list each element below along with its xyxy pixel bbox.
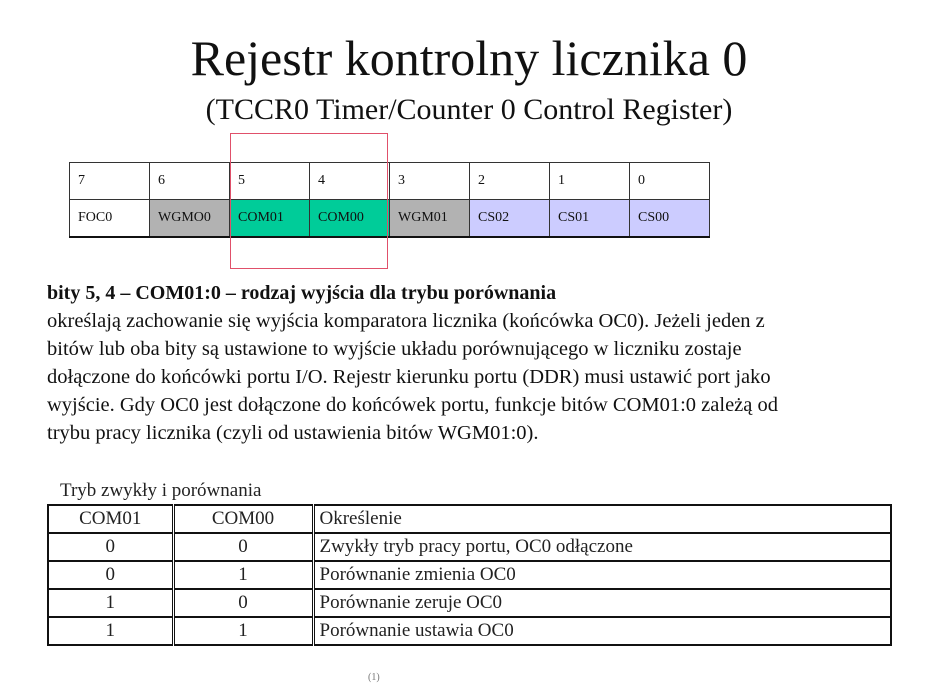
modes-table-header-row	[48, 505, 891, 533]
register-bit-numbers-row	[70, 163, 710, 200]
paragraph-line: dołączone do końcówki portu I/O. Rejestr kierunku portu (DDR) musi ustawić port jako	[47, 366, 771, 388]
bit-number-2: 2	[470, 163, 550, 200]
cell-description: Porównanie zmienia OC0	[313, 561, 891, 589]
bit-number-6: 6	[150, 163, 230, 200]
header-com00: COM00	[173, 505, 313, 533]
bit-name-wgmo0: WGMO0	[150, 200, 230, 237]
cell-com00: 1	[173, 561, 313, 589]
bit-name-com01: COM01	[230, 200, 310, 237]
cell-com00: 0	[173, 533, 313, 561]
bit-name-cs01: CS01	[550, 200, 630, 237]
table-row	[48, 533, 891, 561]
bit-number-1: 1	[550, 163, 630, 200]
bit-number-5: 5	[230, 163, 310, 200]
header-com01: COM01	[48, 505, 173, 533]
paragraph-line: trybu pracy licznika (czyli od ustawienia bitów WGM01:0).	[47, 422, 539, 444]
bit-name-cs02: CS02	[470, 200, 550, 237]
bit-number-0: 0	[630, 163, 710, 200]
bit-name-wgm01: WGM01	[390, 200, 470, 237]
paragraph-line: bitów lub oba bity są ustawione to wyjście układu porównującego w liczniku zostaje	[47, 338, 742, 360]
footer-mark: (1)	[368, 672, 380, 683]
cell-description: Porównanie zeruje OC0	[313, 589, 891, 617]
cell-description: Zwykły tryb pracy portu, OC0 odłączone	[313, 533, 891, 561]
cell-com01: 0	[48, 561, 173, 589]
cell-com01: 1	[48, 589, 173, 617]
header-description: Określenie	[313, 505, 891, 533]
cell-com00: 0	[173, 589, 313, 617]
register-bit-names-row	[70, 200, 710, 237]
cell-com01: 1	[48, 617, 173, 645]
cell-com01: 0	[48, 533, 173, 561]
bit-name-cs00: CS00	[630, 200, 710, 237]
table-row	[48, 561, 891, 589]
cell-description: Porównanie ustawia OC0	[313, 617, 891, 645]
bit-name-com00: COM00	[310, 200, 390, 237]
bit-number-7: 7	[70, 163, 150, 200]
bit-number-3: 3	[390, 163, 470, 200]
paragraph-line: określają zachowanie się wyjścia komparatora licznika (końcówka OC0). Jeżeli jeden z	[47, 310, 765, 332]
modes-table	[47, 504, 892, 646]
cell-com00: 1	[173, 617, 313, 645]
table-row	[48, 617, 891, 645]
register-table	[69, 162, 710, 238]
bit-number-4: 4	[310, 163, 390, 200]
slide-subtitle: (TCCR0 Timer/Counter 0 Control Register)	[205, 93, 733, 126]
slide-title: Rejestr kontrolny licznika 0	[190, 30, 748, 86]
bit-name-foc0: FOC0	[70, 200, 150, 237]
section-heading: bity 5, 4 – COM01:0 – rodzaj wyjścia dla trybu porównania	[47, 282, 557, 304]
table-row	[48, 589, 891, 617]
section-paragraph	[47, 307, 917, 447]
paragraph-line: wyjście. Gdy OC0 jest dołączone do końcówek portu, funkcje bitów COM01:0 zależą od	[47, 394, 778, 416]
modes-table-caption: Tryb zwykły i porównania	[60, 480, 262, 501]
